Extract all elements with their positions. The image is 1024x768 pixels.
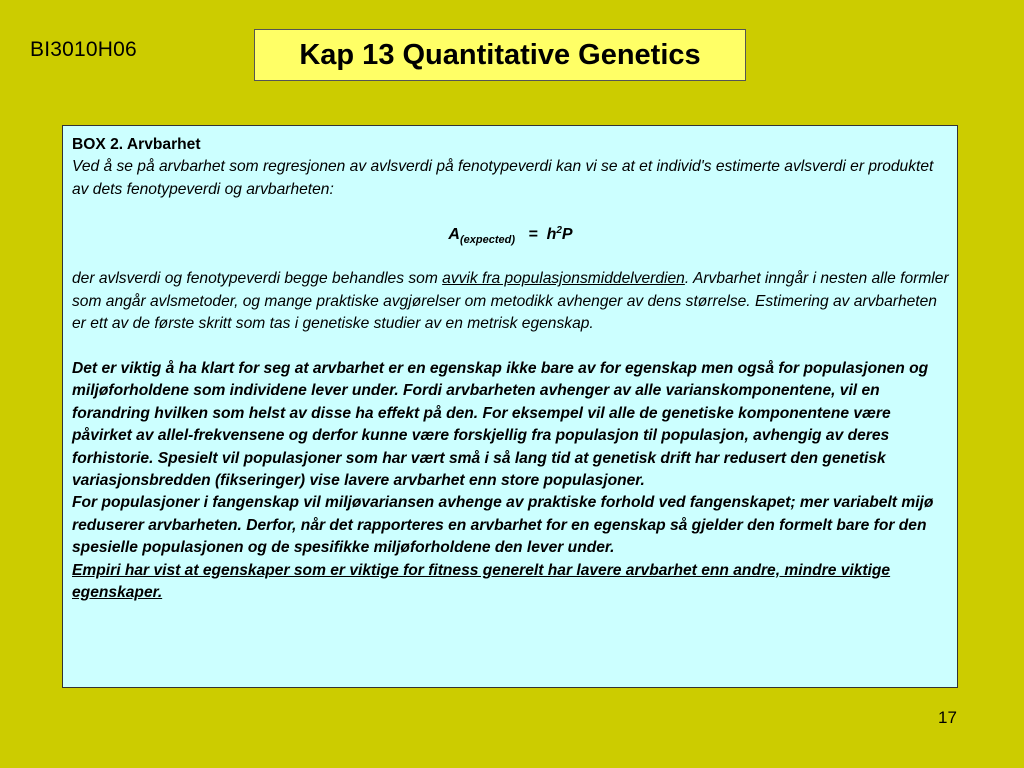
paragraph-population: Det er viktig å ha klart for seg at arvbarhet er en egenskap ikke bare av for egenskap men også for populasjonen og miljøforholdene som individene lever under. Fordi arvbarheten avhenger av alle varianskomponentene, vil en forandring hvilken som helst av disse ha effekt på den. For eksempel vil alle de genetiske komponentene være påvirket av allel-frekvensene og derfor kunne være forskjellig fra populasjon til populasjon, avhengig av deres forhistorie. Spesielt vil populasjoner som har vært små i så lang tid at genetisk drift har redusert den genetisk variasjonsbredden (fikseringer) vise lavere arvbarhet enn store populasjoner. — [72, 360, 929, 490]
formula-rhs-base: h — [546, 225, 557, 243]
paragraph-deviation-start: der avlsverdi og fenotypeverdi begge behandles som — [72, 270, 443, 288]
formula-rhs-tail: P — [561, 225, 573, 243]
formula-lhs-subscript: (expected) — [459, 233, 515, 246]
paragraph-empirical: Empiri har vist at egenskaper som er viktige for fitness generelt har lavere arvbarhet enn andre, mindre viktige egenskaper. — [72, 561, 891, 602]
spacer — [72, 336, 949, 358]
title-box — [254, 29, 746, 81]
spacer — [72, 201, 949, 223]
slide-title: Kap 13 Quantitative Genetics — [299, 38, 701, 71]
paragraph-deviation-end: . Arvbarhet inngår i nesten alle formler som angår avlsmetoder, og mange praktiske avgjørelser om metodikk avhenger av dens størrelse. Estimering av arvbarheten er ett av de første skritt som tas i genetiske studier av en metrisk egenskap. — [72, 270, 949, 333]
content-box — [62, 125, 958, 688]
page-number: 17 — [938, 708, 957, 727]
formula-rhs-superscript: 2 — [556, 224, 562, 236]
course-code: BI3010H06 — [30, 38, 137, 61]
formula-lhs: A — [448, 225, 460, 243]
intro-paragraph: Ved å se på arvbarhet som regresjonen av avlsverdi på fenotypeverdi kan vi se at et individ's estimerte avlsverdi er produktet av dets fenotypeverdi og arvbarheten: — [72, 158, 934, 198]
paragraph-deviation — [72, 268, 949, 335]
box-heading: BOX 2. Arvbarhet — [72, 136, 201, 153]
formula — [72, 224, 949, 246]
deviation-underlined-phrase: avvik fra populasjonsmiddelverdien — [442, 270, 685, 288]
paragraph-captivity: For populasjoner i fangenskap vil miljøvariansen avhenge av praktiske forhold ved fangenskapet; mer variabelt mijø reduserer arvbarheten. Derfor, når det rapporteres en arvbarhet for en egenskap så gjelder den formelt bare for den spesielle populasjonen og de spesifikke miljøforholdene den lever under. — [72, 494, 934, 557]
spacer — [72, 246, 949, 268]
formula-equals: = — [528, 225, 538, 243]
